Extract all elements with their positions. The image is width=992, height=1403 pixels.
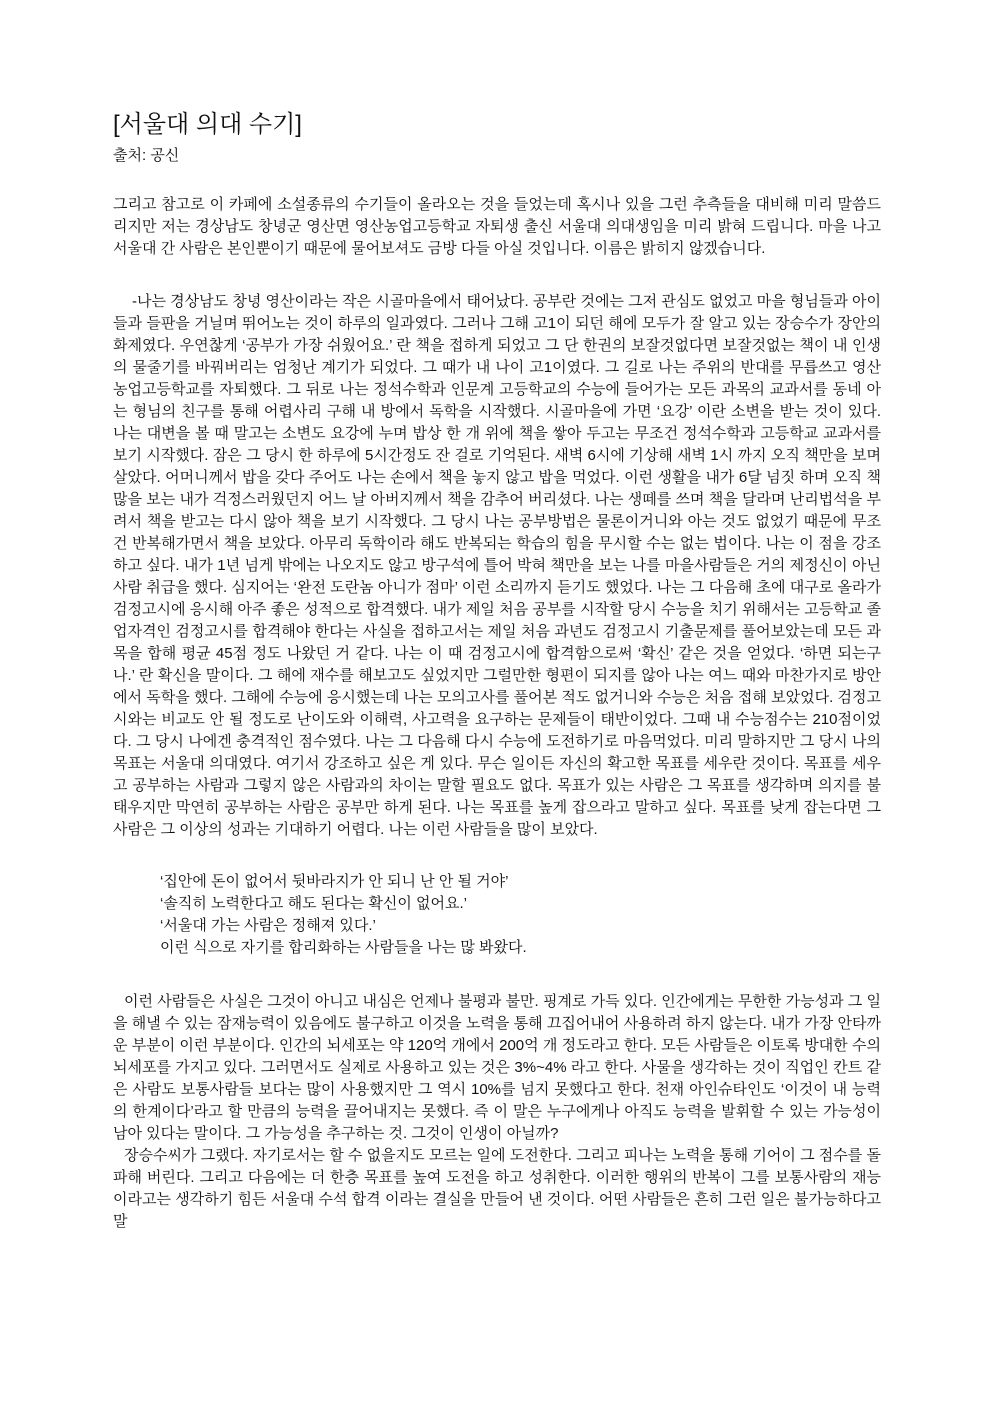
quote-line-4: 이런 식으로 자기를 합리화하는 사람들을 나는 많 봐왔다. [160, 939, 527, 956]
document-source: 출처: 공신 [113, 147, 180, 164]
paragraph-intro: 그리고 참고로 이 카페에 소설종류의 수기들이 올라오는 것을 들었는데 혹시나 있을 그런 추측들을 대비해 미리 말씀드리지만 저는 경상남도 창녕군 영산면 영산농업고등학교 자퇴생 출신 서울대 의대생임을 미리 밝혀 드립니다. 마을 나고 서울대 간 사람은 본인뿐이기 때문에 물어보셔도 금방 다들 아실 것입니다. 이름은 밝히지 않겠습니다. [113, 196, 881, 257]
quote-line-2: ‘솔직히 노력한다고 해도 된다는 확신이 없어요.’ [160, 895, 467, 912]
quote-line-3: ‘서울대 가는 사람은 정해져 있다.’ [160, 917, 376, 934]
quote-line-1: ‘집안에 돈이 없어서 뒷바라지가 안 되니 난 안 될 거야’ [160, 873, 509, 890]
page-title: [서울대 의대 수기] [113, 111, 302, 138]
quote-block [160, 871, 881, 959]
paragraph-reflection: 이런 사람들은 사실은 그것이 아니고 내심은 언제나 불평과 불만. 핑계로 가득 있다. 인간에게는 무한한 가능성과 그 일을 해낼 수 있는 잠재능력이 있음에도 불구하고 이것을 노력을 통해 끄집어내어 사용하려 하지 않는다. 내가 가장 안타까운 부분이 이런 부분이다. 인간의 뇌세포는 약 120억 개에서 200억 개 정도라고 한다. 모든 사람들은 이토록 방대한 수의 뇌세포를 가지고 있다. 그러면서도 실제로 사용하고 있는 것은 3%~4% 라고 한다. 사물을 생각하는 것이 직업인 칸트 같은 사람도 보통사람들 보다는 많이 사용했지만 그 역시 10%를 넘지 못했다고 한다. 천재 아인슈타인도 ‘이것이 내 능력의 한계이다’라고 할 만큼의 능력을 끌어내지는 못했다. 즉 이 말은 누구에게나 아직도 능력을 발휘할 수 있는 가능성이 남아 있다는 말이다. 그 가능성을 추구하는 것. 그것이 인생이 아닐까? [113, 993, 881, 1142]
paragraph-story: -나는 경상남도 창녕 영산이라는 작은 시골마을에서 태어났다. 공부란 것에는 그저 관심도 없었고 마을 형님들과 아이들과 들판을 거닐며 뛰어노는 것이 하루의 일과였다. 그러나 그해 고1이 되던 해에 모두가 잘 알고 있는 장승수가 장안의 화제였다. 우연찮게 ‘공부가 가장 쉬웠어요.’ 란 책을 접하게 되었고 그 단 한권의 보잘것없다면 보잘것없는 책이 내 인생의 물줄기를 바꿔버리는 엄청난 계기가 되었다. 그 때가 내 나이 고1이였다. 그 길로 나는 주위의 반대를 무릅쓰고 영산농업고등학교를 자퇴했다. 그 뒤로 나는 정석수학과 인문계 고등학교의 수능에 들어가는 모든 과목의 교과서를 동네 아는 형님의 친구를 통해 어렵사리 구해 내 방에서 독학을 시작했다. 시골마을에 가면 ‘요강’ 이란 소변을 받는 것이 있다. 나는 대변을 볼 때 말고는 소변도 요강에 누며 밥상 한 개 위에 책을 쌓아 두고는 무조건 정석수학과 고등학교 교과서를 보기 시작했다. 잠은 그 당시 한 하루에 5시간정도 잔 걸로 기억된다. 새벽 6시에 기상해 새벽 1시 까지 오직 책만을 보며 살았다. 어머니께서 밥을 갖다 주어도 나는 손에서 책을 놓지 않고 밥을 먹었다. 이런 생활을 내가 6달 넘짓 하며 오직 책 많을 보는 내가 걱정스러웠던지 어느 날 아버지께서 책을 감추어 버리셨다. 나는 생떼를 쓰며 책을 달라며 난리법석을 부려서 책을 받고는 다시 않아 책을 보기 시작했다. 그 당시 나는 공부방법은 물론이거니와 아는 것도 없었기 때문에 무조건 반복해가면서 책을 보았다. 아무리 독학이라 해도 반복되는 학습의 힘을 무시할 수는 없는 법이다. 나는 이 점을 강조하고 싶다. 내가 1년 넘게 밖에는 나오지도 않고 방구석에 틀어 박혀 책만을 보는 나를 마을사람들은 거의 제정신이 아닌 사람 취급을 했다. 심지어는 ‘완전 도란놈 아니가 점마’ 이런 소리까지 듣기도 했었다. 나는 그 다음해 초에 대구로 올라가 검정고시에 응시해 아주 좋은 성적으로 합격했다. 내가 제일 처음 공부를 시작할 당시 수능을 치기 위해서는 고등학교 졸업자격인 검정고시를 합격해야 한다는 사실을 접하고서는 제일 처음 과년도 검정고시 기출문제를 풀어보았는데 모든 과목을 합해 평균 45점 정도 나왔던 거 같다. 나는 이 때 검정고시에 합격함으로써 ‘확신’ 같은 것을 얻었다. ‘하면 되는구나.’ 란 확신을 말이다. 그 해에 재수를 해보고도 싶었지만 그럴만한 형편이 되지를 않아 나는 여느 때와 마찬가지로 방안에서 독학을 했다. 그해에 수능에 응시했는데 나는 모의고사를 풀어본 적도 없거니와 수능은 처음 접해 보았었다. 검정고시와는 비교도 안 될 정도로 난이도와 이해력, 사고력을 요구하는 문제들이 태반이었다. 그때 내 수능점수는 210점이었다. 그 당시 나에겐 충격적인 점수였다. 나는 그 다음해 다시 수능에 도전하기로 마음먹었다. 미리 말하지만 그 당시 나의 목표는 서울대 의대였다. 여기서 강조하고 싶은 게 있다. 무슨 일이든 자신의 확고한 목표를 세우란 것이다. 목표를 세우고 공부하는 사람과 그렇지 않은 사람과의 차이는 말할 필요도 없다. 목표가 있는 사람은 그 목표를 생각하며 의지를 불태우지만 막연히 공부하는 사람은 공부만 하게 된다. 나는 목표를 높게 잡으라고 말하고 싶다. 목표를 낮게 잡는다면 그 사람은 그 이상의 성과는 기대하기 어렵다. 나는 이런 사람들을 많이 보았다. [113, 293, 881, 838]
paragraph-conclusion: 장승수씨가 그랬다. 자기로서는 할 수 없을지도 모르는 일에 도전한다. 그리고 피나는 노력을 통해 기어이 그 점수를 돌파해 버린다. 그리고 다음에는 더 한층 목표를 높여 도전을 하고 성취한다. 이러한 행위의 반복이 그를 보통사람의 재능이라고는 생각하기 힘든 서울대 수석 합격 이라는 결실을 만들어 낸 것이다. 어떤 사람들은 흔히 그런 일은 불가능하다고 말 [113, 1147, 881, 1230]
